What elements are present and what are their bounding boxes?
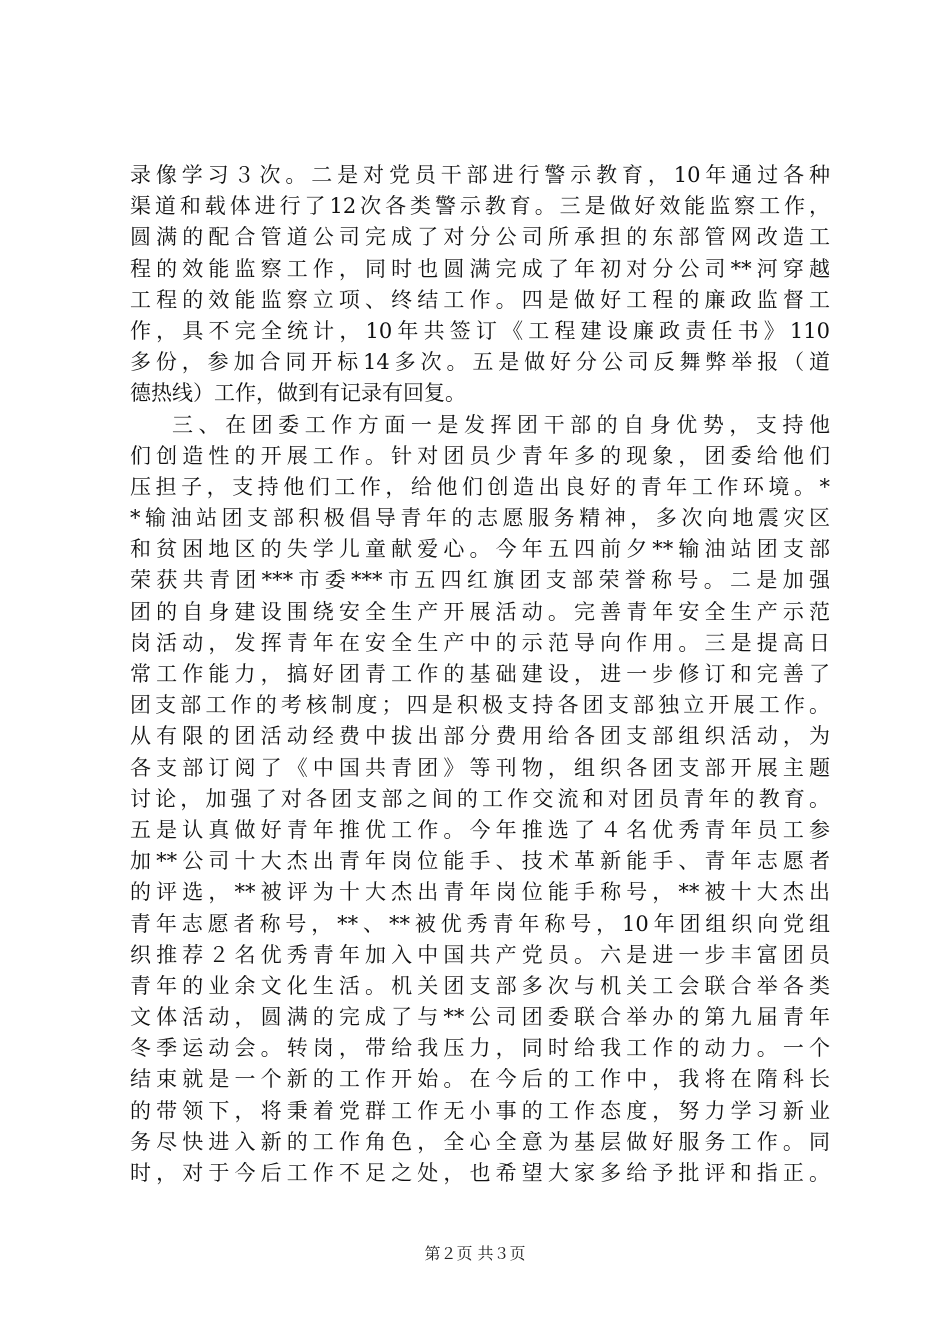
text-line: 讨论，加强了对各团支部之间的工作交流和对团员青年的教育。 [130, 786, 830, 811]
text-line: 荣获共青团***市委***市五四红旗团支部荣誉称号。二是加强 [130, 568, 830, 593]
text-line: 渠道和载体进行了12次各类警示教育。三是做好效能监察工作， [130, 194, 830, 219]
text-line: 青年志愿者称号，**、**被优秀青年称号，10年团组织向党组 [130, 911, 830, 936]
text-line: 加**公司十大杰出青年岗位能手、技术革新能手、青年志愿者 [130, 849, 830, 874]
text-line: 圆满的配合管道公司完成了对分公司所承担的东部管网改造工 [130, 225, 830, 250]
page-footer: 第２页 共３页 [424, 1244, 526, 1263]
text-line: 团的自身建设围绕安全生产开展活动。完善青年安全生产示范 [130, 599, 830, 624]
text-line: 从有限的团活动经费中拔出部分费用给各团支部组织活动，为 [130, 724, 830, 749]
text-line: 们创造性的开展工作。针对团员少青年多的现象，团委给他们 [130, 443, 830, 468]
text-line: 文体活动，圆满的完成了与**公司团委联合举办的第九届青年 [130, 1005, 830, 1030]
text-line: 三、在团委工作方面一是发挥团干部的自身优势，支持他 [172, 412, 830, 437]
text-line: 程的效能监察工作，同时也圆满完成了年初对分公司**河穿越 [130, 256, 830, 281]
text-line: 的评选，**被评为十大杰出青年岗位能手称号，**被十大杰出 [130, 880, 830, 905]
text-line: 压担子，支持他们工作，给他们创造出良好的青年工作环境。* [130, 474, 830, 499]
text-line: *输油站团支部积极倡导青年的志愿服务精神，多次向地震灾区 [130, 506, 830, 531]
text-line: 多份，参加合同开标14多次。五是做好分公司反舞弊举报（道 [130, 350, 830, 375]
text-line: 时，对于今后工作不足之处，也希望大家多给予批评和指正。 [130, 1161, 830, 1185]
text-line: 作，具不完全统计，10年共签订《工程建设廉政责任书》110 [130, 318, 830, 343]
text-line: 德热线）工作，做到有记录有回复。 [130, 381, 466, 406]
text-line: 常工作能力，搞好团青工作的基础建设，进一步修订和完善了 [130, 662, 830, 686]
text-line: 工程的效能监察立项、终结工作。四是做好工程的廉政监督工 [130, 287, 830, 312]
text-line: 织推荐２名优秀青年加入中国共产党员。六是进一步丰富团员 [130, 942, 830, 967]
text-line: 冬季运动会。转岗，带给我压力，同时给我工作的动力。一个 [130, 1036, 830, 1061]
text-line: 青年的业余文化生活。机关团支部多次与机关工会联合举各类 [130, 973, 830, 998]
document-body [130, 160, 830, 1189]
text-line: 录像学习３次。二是对党员干部进行警示教育，10年通过各种 [130, 163, 830, 187]
text-line: 结束就是一个新的工作开始。在今后的工作中，我将在隋科长 [130, 1067, 830, 1092]
text-line: 的带领下，将秉着党群工作无小事的工作态度，努力学习新业 [130, 1098, 830, 1123]
text-line: 岗活动，发挥青年在安全生产中的示范导向作用。三是提高日 [130, 630, 830, 655]
text-line: 务尽快进入新的工作角色，全心全意为基层做好服务工作。同 [130, 1129, 830, 1154]
text-line: 团支部工作的考核制度；四是积极支持各团支部独立开展工作。 [130, 693, 830, 718]
text-line: 各支部订阅了《中国共青团》等刊物，组织各团支部开展主题 [130, 755, 830, 780]
text-line: 五是认真做好青年推优工作。今年推选了４名优秀青年员工参 [130, 817, 830, 842]
text-line: 和贫困地区的失学儿童献爱心。今年五四前夕**输油站团支部 [130, 537, 830, 562]
